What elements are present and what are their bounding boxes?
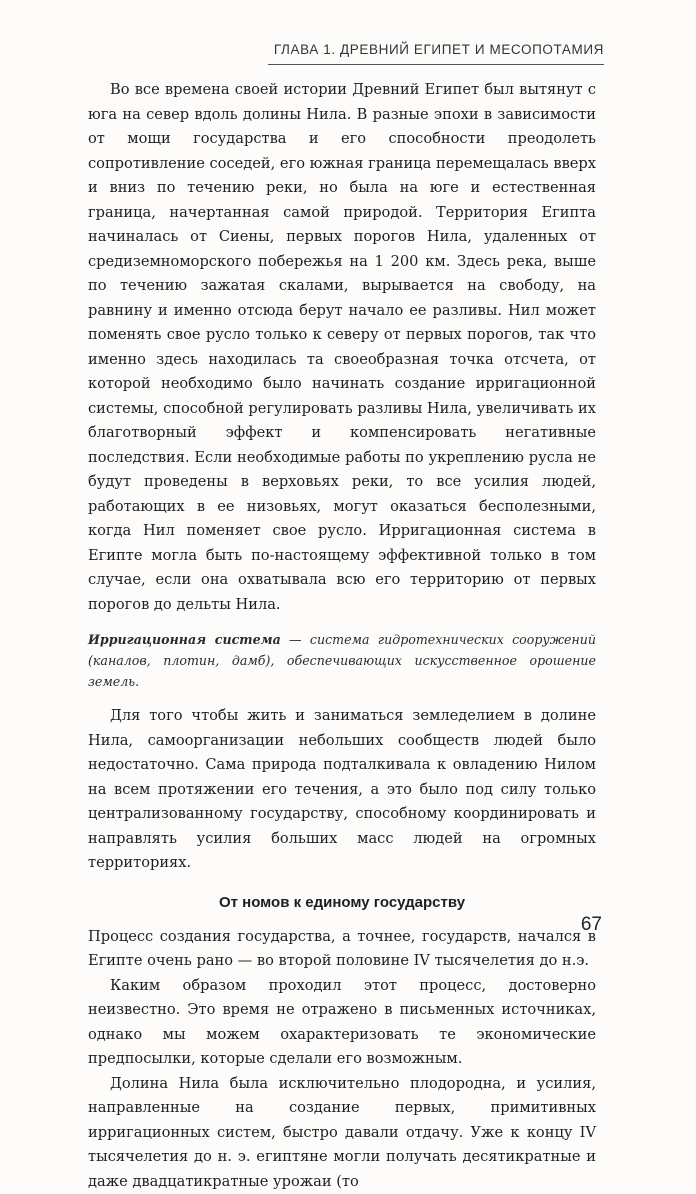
running-header <box>0 36 696 66</box>
paragraph-1: Во все времена своей истории Древний Египет был вытянут с юга на север вдоль долины Нила. В разные эпохи в зависимости от мощи государства и его способности преодолеть сопротивление соседей, его южная граница перемещалась вверх и вниз по течению реки, но была на юге и естественная граница, начертанная самой природой. Территория Египта начиналась от Сиены, первых порогов Нила, удаленных от средиземноморского побережья на 1 200 км. Здесь река, выше по течению зажатая скалами, вырывается на свободу, на равнину и именно отсюда берут начало ее разливы. Нил может поменять свое русло только к северу от первых порогов, так что именно здесь находилась та своеобразная точка отсчета, от которой необходимо было начинать создание ирригационной системы, способной регулировать разливы Нила, увеличивать их благотворный эффект и компенсировать негативные последствия. Если необходимые работы по укреплению русла не будут проведены в верховьях реки, то все усилия людей, работающих в ее низовьях, могут оказаться бесполезными, когда Нил поменяет свое русло. Ирригационная система в Египте могла быть по-настоящему эффективной только в том случае, если она охватывала всю его территорию от первых порогов до дельты Нила. <box>88 78 596 617</box>
definition-term: Ирригационная система <box>88 632 281 647</box>
definition-box <box>88 629 596 692</box>
paragraph-3: Процесс создания государства, а точнее, государств, начался в Египте очень рано — во второй половине IV тысячелетия до н.э. <box>88 925 596 974</box>
header-rule <box>268 64 604 65</box>
running-title: ГЛАВА 1. ДРЕВНИЙ ЕГИПЕТ И МЕСОПОТАМИЯ <box>274 42 604 57</box>
paragraph-2: Для того чтобы жить и заниматься земледелием в долине Нила, самоорганизации небольших сообществ людей было недостаточно. Сама природа подталкивала к овладению Нилом на всем протяжении его течения, а это было под силу только централизованному государству, способному координировать и направлять усилия больших масс людей на огромных территориях. <box>88 704 596 876</box>
paragraph-5: Долина Нила была исключительно плодородна, и усилия, направленные на создание первых, примитивных ирригационных систем, быстро давали отдачу. Уже к концу IV тысячелетия до н. э. египтяне могли получать десятикратные и даже двадцатикратные урожаи (то <box>88 1072 596 1194</box>
definition-text: — система гидротехнических сооружений (каналов, плотин, дамб), обеспечивающих искусственное орошение земель. <box>88 632 596 689</box>
paragraph-4: Каким образом проходил этот процесс, достоверно неизвестно. Это время не отражено в письменных источниках, однако мы можем охарактеризовать те экономические предпосылки, которые сделали его возможным. <box>88 974 596 1072</box>
page-number: 67 <box>581 914 602 936</box>
page-body <box>88 78 596 1194</box>
section-title: От номов к единому государству <box>88 894 596 911</box>
